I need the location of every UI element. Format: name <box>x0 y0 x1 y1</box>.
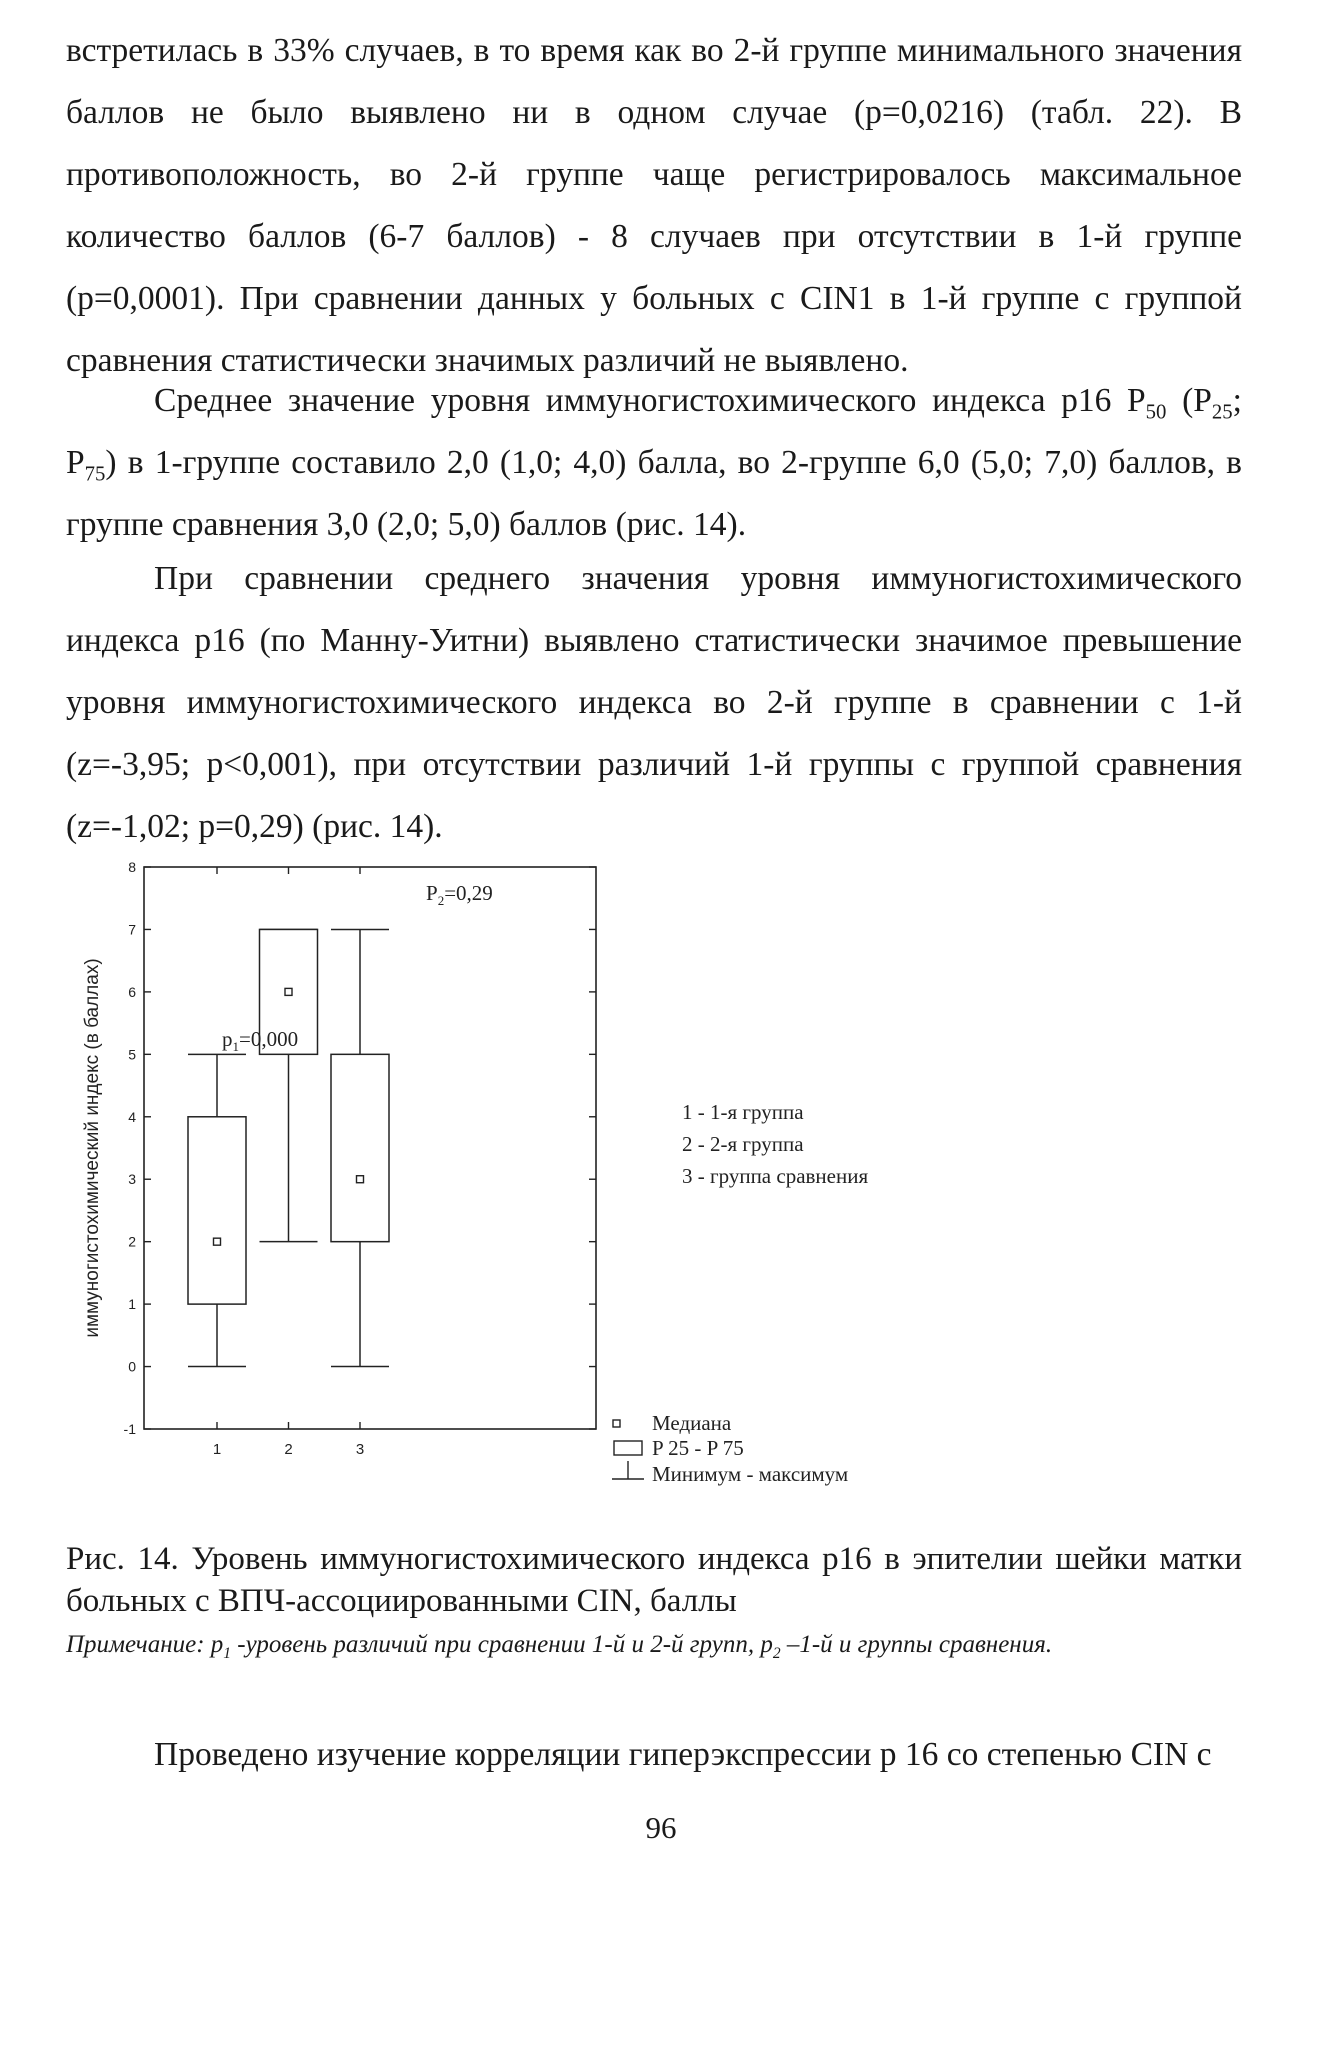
y-tick-label: 1 <box>128 1296 136 1313</box>
annotation-p2: $P_2=0,29$ <box>426 881 493 908</box>
y-tick-label: 5 <box>128 1046 136 1063</box>
y-tick-label: 3 <box>128 1171 136 1188</box>
x-tick-label: 2 <box>284 1441 293 1458</box>
y-tick-label: 7 <box>128 921 136 938</box>
p2-sub-75: 75 <box>84 462 106 486</box>
box-legend-label: P 25 - P 75 <box>652 1436 744 1460</box>
p2-part-b: (P <box>1166 382 1212 419</box>
y-tick-label: 0 <box>128 1358 136 1375</box>
paragraph-3: При сравнении среднего значения уровня иммуногистохимического индекса p16 (по Манну-Уитни) выявлено статистически значимое превышение уровня иммуногистохимического индекса во 2-й группе в сравнении с 1-й (z=-3,95; p<0,001), при отсутствии различий 1-й группы с группой сравнения (z=-1,02; p=0,29) (рис. 14). <box>66 560 1242 845</box>
iqr-box <box>331 1054 389 1241</box>
paragraph-4: Проведено изучение корреляции гиперэкспрессии р 16 со степенью CIN с <box>154 1736 1212 1773</box>
y-tick-label: 2 <box>128 1233 136 1250</box>
figure-caption: Рис. 14. Уровень иммуногистохимического индекса p16 в эпителии шейки матки больных с ВПЧ-ассоциированными CIN, баллы <box>66 1541 1242 1619</box>
annotation-p1: $p_1=0,000$ <box>222 1027 299 1054</box>
p2-part-d: ) в 1-группе составило 2,0 (1,0; 4,0) балла, во 2-группе 6,0 (5,0; 7,0) баллов, в группе сравнения 3,0 (2,0; 5,0) баллов (рис. 14). <box>66 444 1242 543</box>
paragraph-2 <box>66 370 1242 556</box>
paragraph-1: встретилась в 33% случаев, в то время как во 2-й группе минимального значения баллов не было выявлено ни в одном случае (p=0,0216) (табл. 22). В противоположность, во 2-й группе чаще регистрировалось максимальное количество баллов (6-7 баллов) - 8 случаев при отсутствии в 1-й группе (p=0,0001). При сравнении данных у больных с CIN1 в 1-й группе с группой сравнения статистически значимых различий не выявлено. <box>66 32 1242 379</box>
group-legend <box>682 1100 868 1188</box>
median-marker <box>285 988 292 995</box>
group-legend-item-2: 2 - 2-я группа <box>682 1132 804 1156</box>
page-number: 96 <box>645 1810 677 1845</box>
symbol-legend <box>612 1411 848 1486</box>
note-part-c: –1-й и группы сравнения. <box>780 1631 1053 1658</box>
x-tick-label: 3 <box>355 1441 365 1458</box>
whisker-legend-label: Минимум - максимум <box>652 1462 849 1486</box>
iqr-box <box>188 1117 246 1304</box>
p2-sub-50: 50 <box>1145 400 1167 424</box>
median-symbol-icon <box>613 1420 620 1427</box>
box-group-1 <box>188 1054 246 1366</box>
boxplot-svg <box>60 855 930 1510</box>
box-symbol-icon <box>614 1441 642 1455</box>
figure-note <box>66 1628 1242 1662</box>
p2-sub-25: 25 <box>1211 400 1233 424</box>
median-marker <box>214 1238 221 1245</box>
median-marker <box>357 1176 364 1183</box>
group-legend-item-3: 3 - группа сравнения <box>682 1164 869 1188</box>
group-legend-item-1: 1 - 1-я группа <box>682 1100 804 1124</box>
note-sub-1: 1 <box>223 1645 232 1662</box>
boxes <box>188 929 389 1366</box>
p2-part-c: ; P <box>66 382 1242 481</box>
box-group-3 <box>331 929 389 1366</box>
note-sub-2: 2 <box>772 1645 781 1662</box>
boxplot-figure <box>60 855 930 1510</box>
y-tick-label: 8 <box>128 859 136 875</box>
y-tick-label: 4 <box>128 1108 136 1125</box>
note-part-a: Примечание: p <box>66 1631 224 1658</box>
median-legend-label: Медиана <box>652 1411 732 1435</box>
y-tick-label: -1 <box>123 1421 136 1437</box>
box-group-2 <box>260 929 318 1241</box>
x-tick-label: 1 <box>212 1441 222 1458</box>
y-tick-label: 6 <box>128 983 136 1000</box>
note-part-b: -уровень различий при сравнении 1-й и 2-й групп, p <box>231 1631 773 1658</box>
p2-part-a: Среднее значение уровня иммуногистохимического индекса p16 P <box>154 382 1146 419</box>
y-axis-label: иммуногистохимический индекс (в баллах) <box>82 958 103 1338</box>
